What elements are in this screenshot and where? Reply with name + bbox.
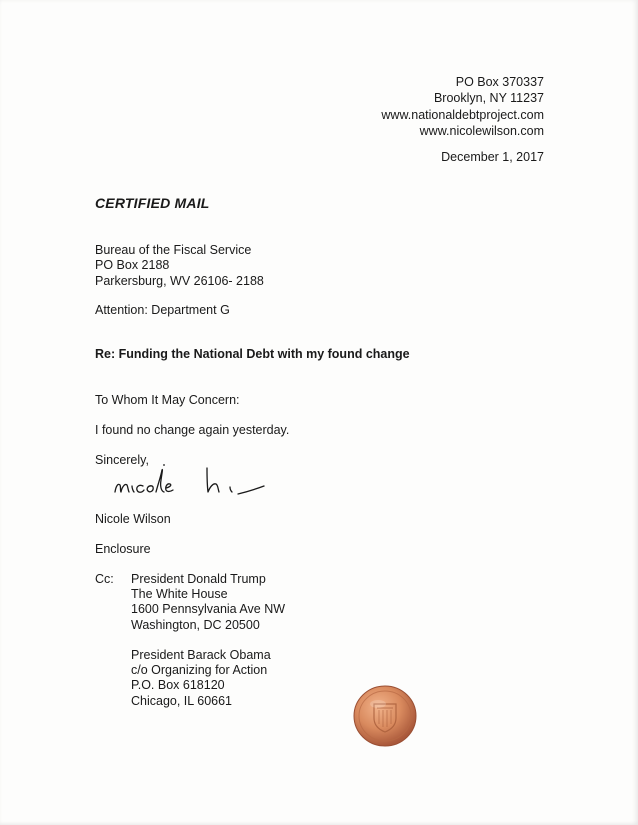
sender-website-2: www.nicolewilson.com [419, 123, 544, 138]
cc-recipient-line: The White House [131, 587, 228, 602]
subject-line: Re: Funding the National Debt with my found change [95, 347, 410, 361]
cc-recipient-line: President Barack Obama [131, 648, 271, 662]
recipient-po-box: PO Box 2188 [95, 258, 170, 273]
recipient-address [95, 243, 264, 289]
signer-name: Nicole Wilson [95, 512, 171, 526]
recipient-name: Bureau of the Fiscal Service [95, 243, 252, 257]
attention-line: Attention: Department G [95, 303, 230, 317]
closing: Sincerely, [95, 453, 149, 467]
cc-recipient-line: P.O. Box 618120 [131, 678, 225, 693]
cc-label: Cc: [95, 572, 114, 586]
cc-recipient-line: c/o Organizing for Action [131, 663, 268, 678]
cc-recipient-line: Washington, DC 20500 [131, 617, 260, 632]
penny-coin-icon [352, 684, 418, 748]
recipient-city: Parkersburg, WV 26106- 2188 [95, 273, 264, 288]
letter-date: December 1, 2017 [441, 150, 544, 164]
cc-recipient-obama [131, 648, 271, 709]
salutation: To Whom It May Concern: [95, 393, 240, 407]
sender-website-1: www.nationaldebtproject.com [381, 107, 544, 122]
enclosure-note: Enclosure [95, 542, 151, 556]
letter-body: I found no change again yesterday. [95, 423, 290, 437]
cc-recipient-line: 1600 Pennsylvania Ave NW [131, 602, 286, 617]
cc-recipient-line: President Donald Trump [131, 572, 266, 586]
cc-recipient-trump [131, 572, 285, 633]
sender-po-box: PO Box 370337 [455, 75, 544, 89]
cc-recipient-line: Chicago, IL 60661 [131, 693, 233, 708]
sender-address [381, 74, 544, 139]
sender-city: Brooklyn, NY 11237 [433, 91, 544, 106]
signature-icon [112, 456, 272, 504]
certified-mail-heading: CERTIFIED MAIL [95, 195, 210, 211]
